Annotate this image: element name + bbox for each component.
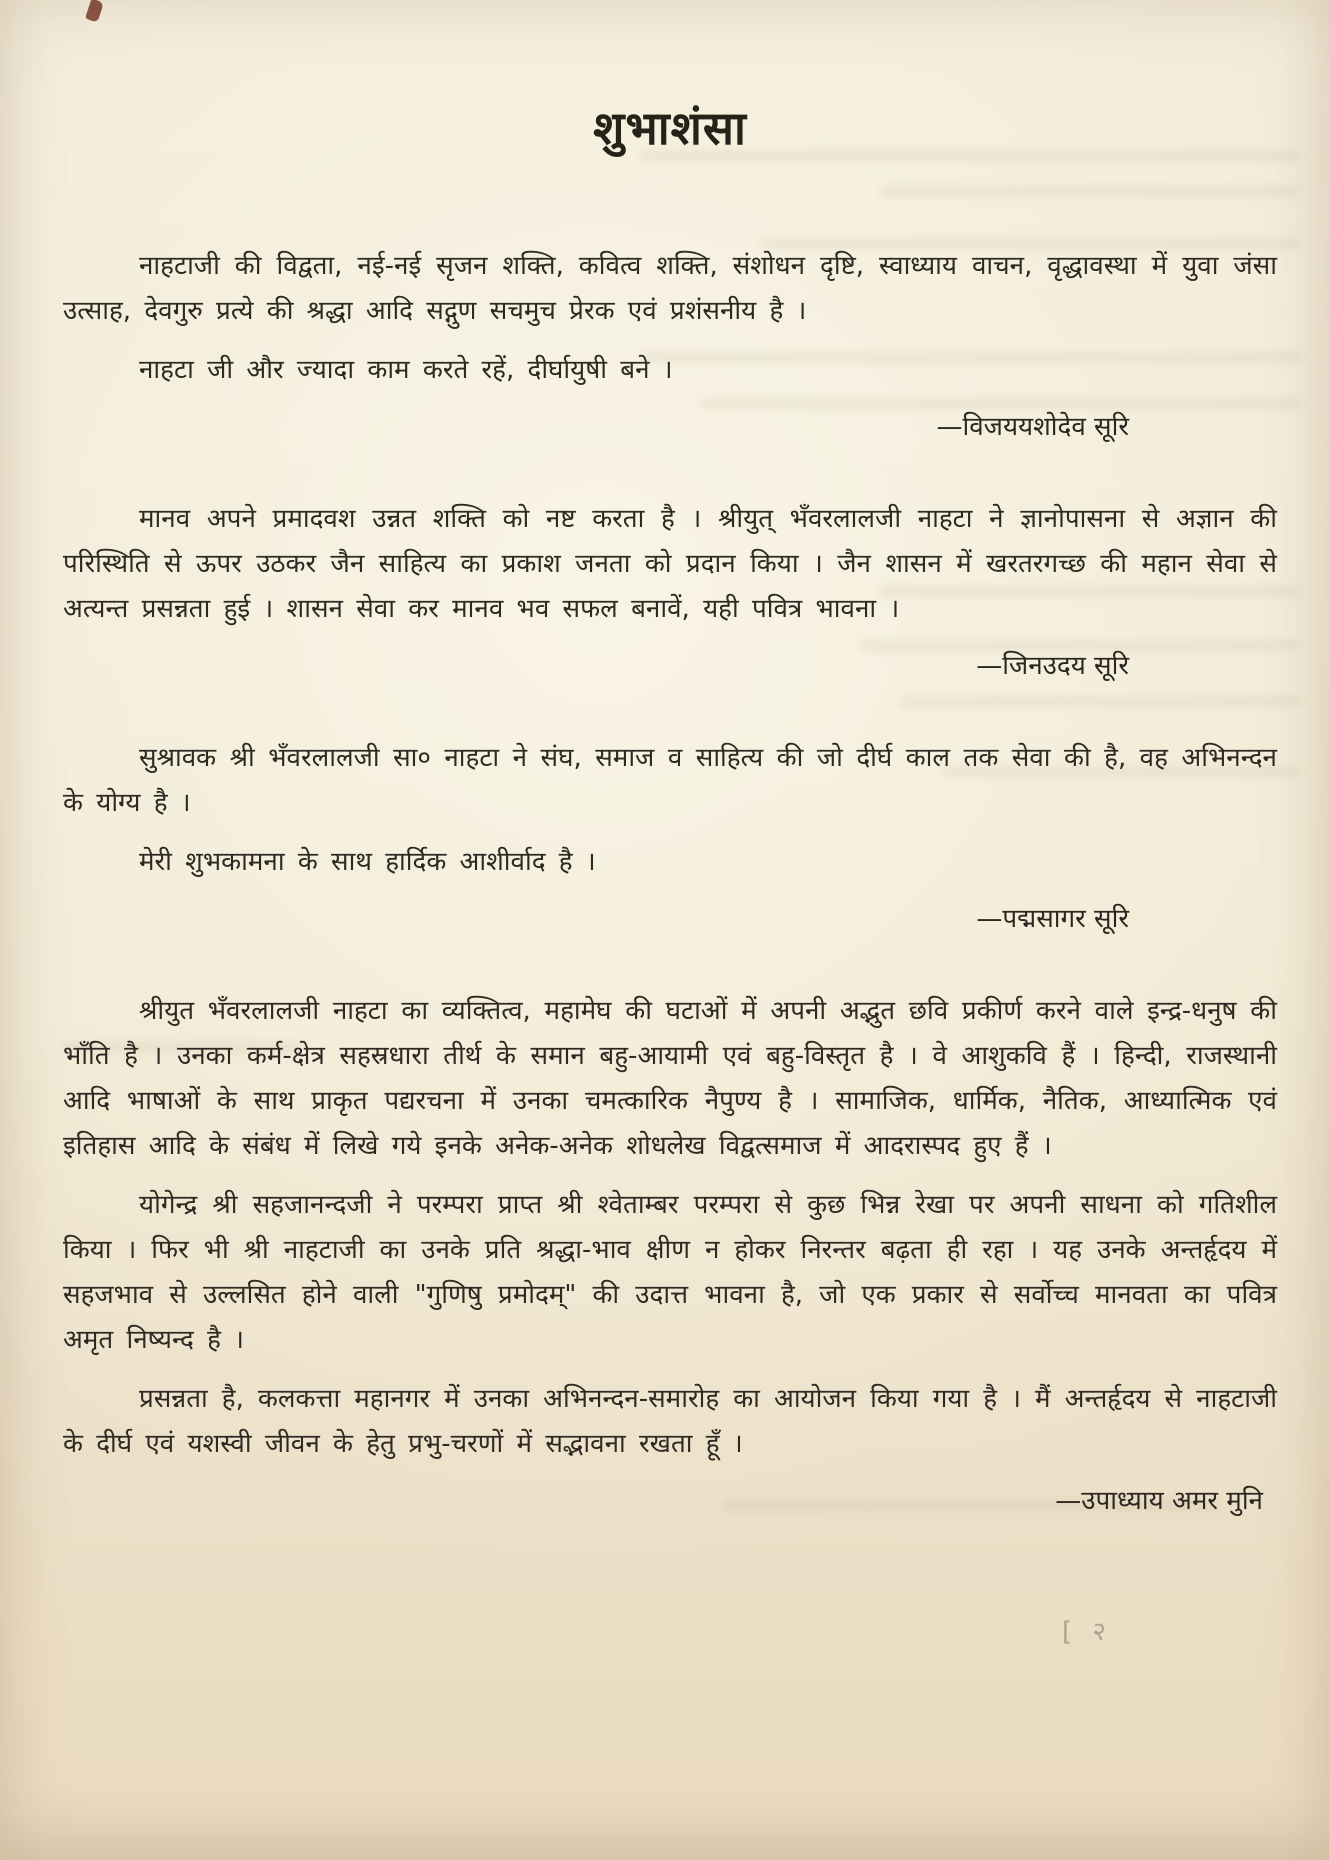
blessing-paragraph: योगेन्द्र श्री सहजानन्दजी ने परम्परा प्राप्त श्री श्वेताम्बर परम्परा से कुछ भिन्न रेखा पर अपनी साधना को गतिशील किया । फिर भी श्री नाहटाजी का उनके प्रति श्रद्धा-भाव क्षीण न होकर निरन्तर बढ़ता ही रहा । यह उनके अन्तर्हृदय में सहजभाव से उल्लसित होने वाली "गुणिषु प्रमोदम्" की उदात्त भावना है, जो एक प्रकार से सर्वोच्च मानवता का पवित्र अमृत निष्यन्द है । <box>63 1190 1277 1355</box>
signature-padmasagar-suri: —पद्मसागर सूरि <box>976 904 1129 934</box>
signature-vijayyashodev-suri: —विजययशोदेव सूरि <box>936 412 1129 442</box>
blessing-paragraph: नाहटा जी और ज्यादा काम करते रहें, दीर्घायुषी बने । <box>139 355 673 385</box>
blessing-paragraph: नाहटाजी की विद्वता, नई-नई सृजन शक्ति, कवित्व शक्ति, संशोधन दृष्टि, स्वाध्याय वाचन, वृद्धावस्था में युवा जंसा उत्साह, देवगुरु प्रत्ये की श्रद्धा आदि सद्गुण सचमुच प्रेरक एवं प्रशंसनीय है । <box>63 251 1277 326</box>
page-number-marker: [ २ <box>1062 1617 1112 1647</box>
blessing-paragraph: मानव अपने प्रमादवश उन्नत शक्ति को नष्ट करता है । श्रीयुत् भँवरलालजी नाहटा ने ज्ञानोपासना से अज्ञान की परिस्थिति से ऊपर उठकर जैन साहित्य का प्रकाश जनता को प्रदान किया । जैन शासन में खरतरगच्छ की महान सेवा से अत्यन्त प्रसन्नता हुई । शासन सेवा कर मानव भव सफल बनावें, यही पवित्र भावना । <box>63 504 1277 624</box>
blessing-paragraph: प्रसन्नता है, कलकत्ता महानगर में उनका अभिनन्दन-समारोह का आयोजन किया गया है । मैं अन्तर्हृदय से नाहटाजी के दीर्घ एवं यशस्वी जीवन के हेतु प्रभु-चरणों में सद्भावना रखता हूँ । <box>63 1384 1277 1459</box>
signature-jinuday-suri: —जिनउदय सूरि <box>976 651 1129 681</box>
signature-upadhyay-amar-muni: —उपाध्याय अमर मुनि <box>1055 1486 1263 1516</box>
blessing-paragraph: मेरी शुभकामना के साथ हार्दिक आशीर्वाद है । <box>139 847 596 877</box>
page-title: शुभाशंसा <box>593 101 747 155</box>
blessing-paragraph: श्रीयुत भँवरलालजी नाहटा का व्यक्तित्व, महामेघ की घटाओं में अपनी अद्भुत छवि प्रकीर्ण करने वाले इन्द्र-धनुष की भाँति है । उनका कर्म-क्षेत्र सहस्रधारा तीर्थ के समान बहु-आयामी एवं बहु-विस्तृत है । वे आशुकवि हैं । हिन्दी, राजस्थानी आदि भाषाओं के साथ प्राकृत पद्यरचना में उनका चमत्कारिक नैपुण्य है । सामाजिक, धार्मिक, नैतिक, आध्यात्मिक एवं इतिहास आदि के संबंध में लिखे गये इनके अनेक-अनेक शोधलेख विद्वत्समाज में आदरास्पद हुए हैं । <box>63 996 1277 1161</box>
blessing-paragraph: सुश्रावक श्री भँवरलालजी सा० नाहटा ने संघ, समाज व साहित्य की जो दीर्घ काल तक सेवा की है, वह अभिनन्दन के योग्य है । <box>63 743 1277 818</box>
